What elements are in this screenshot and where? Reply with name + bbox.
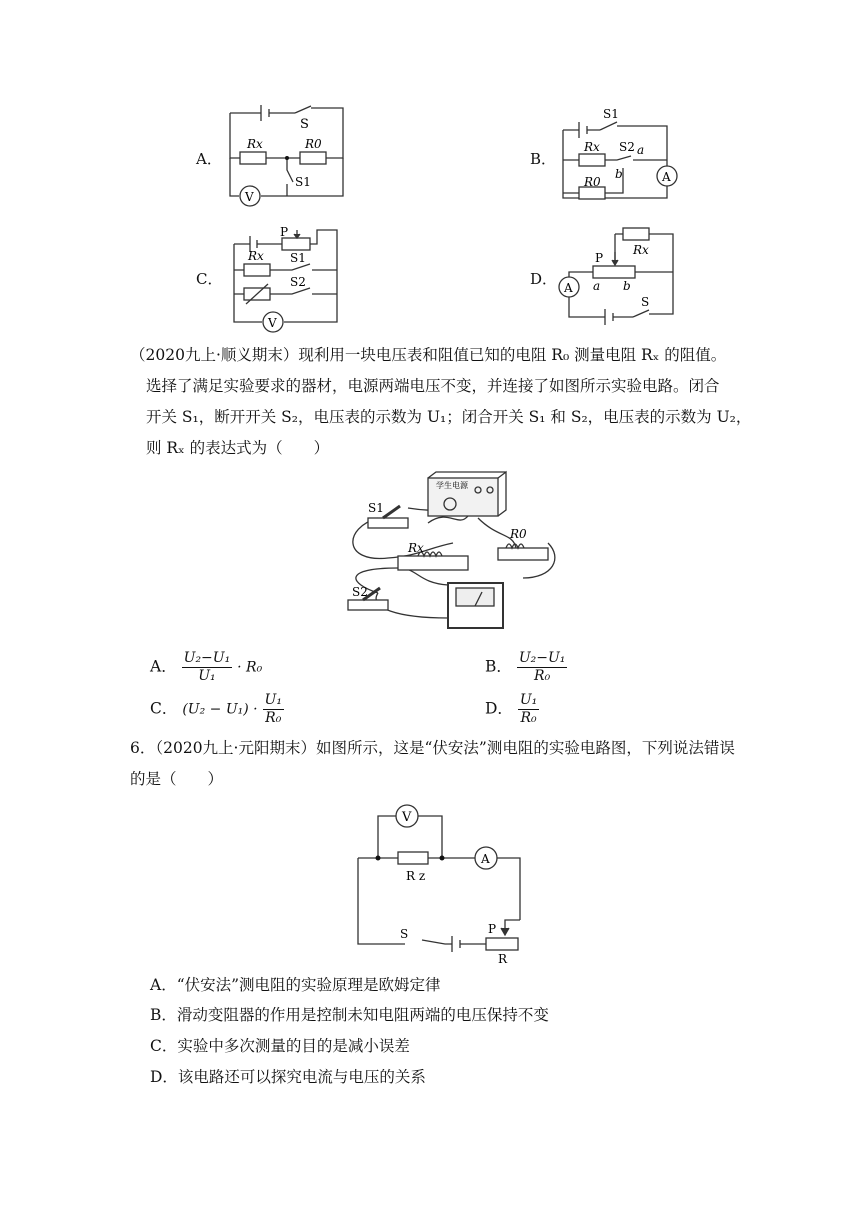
q5-stem xyxy=(130,340,770,464)
option-d-numerator: U₁ xyxy=(519,692,538,708)
q4-option-d-label: D． xyxy=(530,270,558,288)
option-d-label: D． xyxy=(485,699,513,718)
voltmeter-label: V xyxy=(268,316,277,330)
switch-s1-label: S1 xyxy=(290,251,306,265)
slider-p-label: P xyxy=(280,225,289,239)
q6-option-c: C．实验中多次测量的目的是减小误差 xyxy=(150,1037,410,1055)
q4-option-a-label: A． xyxy=(196,150,222,168)
rx-label: Rx xyxy=(584,140,600,154)
rz-label: R z xyxy=(406,869,426,883)
switch-s-label: S xyxy=(300,117,309,132)
circuit-diagram-b xyxy=(555,98,695,210)
option-a-denominator: U₁ xyxy=(198,668,216,684)
circuit-diagram-d xyxy=(553,222,683,330)
option-b-numerator: U₂−U₁ xyxy=(518,650,566,666)
option-c-denominator: R₀ xyxy=(265,710,282,726)
q5-experiment-figure xyxy=(338,468,568,633)
slider-p-label: P xyxy=(488,922,497,936)
rheostat-r-label: R xyxy=(498,952,508,966)
switch-s-label: S xyxy=(641,295,650,309)
option-b-denominator: R₀ xyxy=(534,668,551,684)
q5-option-b xyxy=(485,650,567,685)
option-c-numerator: U₁ xyxy=(264,692,282,708)
option-a-numerator: U₂−U₁ xyxy=(183,650,231,666)
s1-label: S1 xyxy=(368,501,384,515)
option-c-label: C． xyxy=(150,699,178,718)
s2-label: S2 xyxy=(352,585,368,599)
q6-option-d: D．该电路还可以探究电流与电压的关系 xyxy=(150,1068,426,1086)
q5-line-4: 则 Rₓ 的表达式为（ ） xyxy=(146,439,330,457)
option-a-tail: · R₀ xyxy=(237,659,263,676)
q6-option-a: A．“伏安法”测电阻的实验原理是欧姆定律 xyxy=(150,976,441,994)
q5-option-c xyxy=(150,692,284,727)
q5-line-1: （2020九上·顺义期末）现利用一块电压表和阻值已知的电阻 R₀ 测量电阻 Rₓ 的阻值。 xyxy=(130,346,727,364)
rx-label: Rx xyxy=(247,137,263,151)
rx-label: Rx xyxy=(633,243,649,257)
terminal-b-label: b xyxy=(623,279,631,293)
q6-option-b: B．滑动变阻器的作用是控制未知电阻两端的电压保持不变 xyxy=(150,1006,549,1024)
option-b-fraction xyxy=(517,650,568,685)
switch-s-label: S xyxy=(400,927,409,941)
option-c-fraction xyxy=(263,692,284,727)
option-d-denominator: R₀ xyxy=(520,710,537,726)
option-a-label: A． xyxy=(150,657,177,676)
q5-line-2: 选择了满足实验要求的器材，电源两端电压不变，并连接了如图所示实验电路。闭合 xyxy=(146,377,720,395)
q6-stem xyxy=(130,733,770,795)
r0-label: R0 xyxy=(510,527,527,541)
power-supply-label: 学生电源 xyxy=(436,481,468,490)
q6-line-1: 6．（2020九上·元阳期末）如图所示，这是“伏安法”测电阻的实验电路图，下列说法错误 xyxy=(130,739,735,757)
option-d-fraction xyxy=(518,692,539,727)
terminal-b-label: b xyxy=(615,167,623,181)
q6-line-2: 的是（ ） xyxy=(130,770,224,788)
voltmeter-label: V xyxy=(245,190,254,204)
q5-option-d xyxy=(485,692,539,727)
ammeter-label: A xyxy=(662,170,671,184)
r0-label: R0 xyxy=(584,175,601,189)
terminal-a-label: a xyxy=(637,143,645,157)
q5-line-3: 开关 S₁，断开开关 S₂，电压表的示数为 U₁；闭合开关 S₁ 和 S₂，电压表的示数为 U₂， xyxy=(146,408,752,426)
terminal-a-label: a xyxy=(593,279,601,293)
option-b-label: B． xyxy=(485,657,512,676)
voltmeter-label: V xyxy=(402,810,412,825)
option-a-fraction xyxy=(182,650,233,685)
switch-s2-label: S2 xyxy=(290,275,306,289)
option-c-head: (U₂ − U₁) · xyxy=(182,701,258,718)
q5-option-a xyxy=(150,650,262,685)
rx-label: Rx xyxy=(408,541,424,555)
ammeter-label: A xyxy=(481,852,490,866)
q6-circuit-diagram xyxy=(350,800,530,970)
switch-s1-label: S1 xyxy=(603,107,619,121)
rx-label: Rx xyxy=(248,249,264,263)
q4-option-c-label: C． xyxy=(196,270,223,288)
circuit-diagram-c xyxy=(222,222,352,334)
r0-label: R0 xyxy=(305,137,322,151)
circuit-diagram-a xyxy=(225,98,350,213)
switch-s2-label: S2 xyxy=(619,140,635,154)
ammeter-label: A xyxy=(564,281,573,295)
slider-p-label: P xyxy=(595,251,604,265)
q4-option-b-label: B． xyxy=(530,150,557,168)
s1-label: S1 xyxy=(295,175,311,189)
